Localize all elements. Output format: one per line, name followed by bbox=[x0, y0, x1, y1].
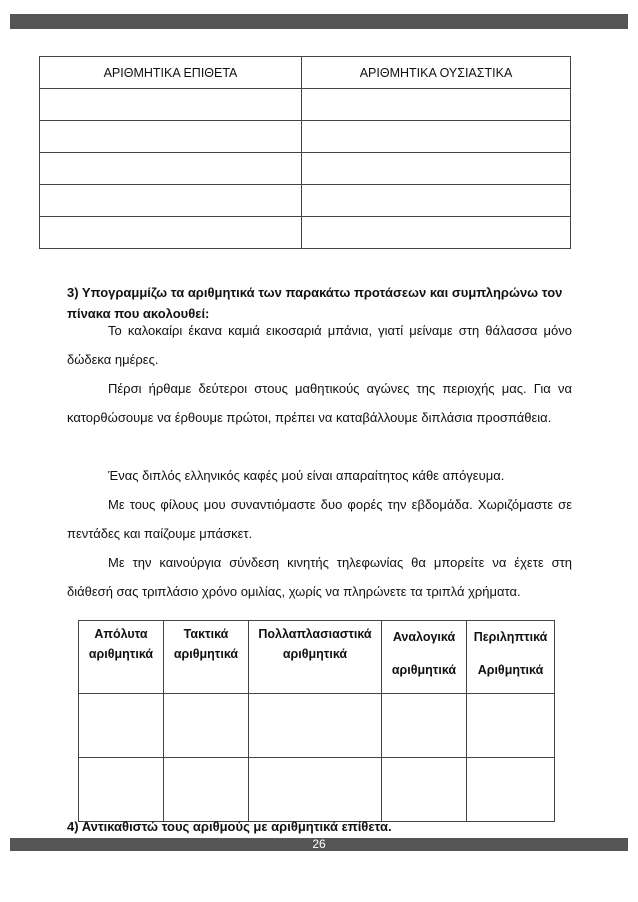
column-header-cardinal: Απόλυτα αριθμητικά bbox=[79, 621, 164, 694]
paragraph: Ένας διπλός ελληνικός καφές μού είναι απαραίτητος κάθε απόγευμα. bbox=[108, 468, 505, 483]
paragraph: Το καλοκαίρι έκανα καμιά εικοσαριά μπάνια, γιατί μείναμε στη θάλασσα μόνο δώδεκα ημέρες. bbox=[67, 323, 572, 367]
table-row bbox=[79, 694, 555, 758]
table-cell[interactable] bbox=[467, 758, 555, 822]
table-cell[interactable] bbox=[79, 694, 164, 758]
column-header-collective: Περιληπτικά Αριθμητικά bbox=[467, 621, 555, 694]
table-cell[interactable] bbox=[40, 185, 302, 217]
table-row bbox=[40, 217, 571, 249]
table-row bbox=[40, 89, 571, 121]
exercise-3-title: 3) Υπογραμμίζω τα αριθμητικά των παρακάτω προτάσεων και συμπληρώνω τον πίνακα που ακολουθεί: bbox=[67, 285, 563, 321]
column-header-ordinal: Τακτικά αριθμητικά bbox=[164, 621, 249, 694]
column-header-nouns: ΑΡΙΘΜΗΤΙΚΑ ΟΥΣΙΑΣΤΙΚΑ bbox=[302, 57, 571, 89]
table-cell[interactable] bbox=[302, 185, 571, 217]
table-cell[interactable] bbox=[302, 121, 571, 153]
table-cell[interactable] bbox=[302, 217, 571, 249]
table-cell[interactable] bbox=[40, 217, 302, 249]
table-row bbox=[79, 758, 555, 822]
page-number: 26 bbox=[312, 837, 326, 851]
paragraph: Με την καινούργια σύνδεση κινητής τηλεφωνίας θα μπορείτε να έχετε στη διάθεσή σας τριπλάσιο χρόνο ομιλίας, χωρίς να πληρώνετε τα τριπλά χρήματα. bbox=[67, 555, 572, 599]
table-cell[interactable] bbox=[40, 89, 302, 121]
table-cell[interactable] bbox=[79, 758, 164, 822]
column-header-adjectives: ΑΡΙΘΜΗΤΙΚΑ ΕΠΙΘΕΤΑ bbox=[40, 57, 302, 89]
numeral-categories-table bbox=[78, 620, 555, 822]
paragraph: Με τους φίλους μου συναντιόμαστε δυο φορές την εβδομάδα. Χωριζόμαστε σε πεντάδες και παίζουμε μπάσκετ. bbox=[67, 497, 572, 541]
table-cell[interactable] bbox=[40, 153, 302, 185]
table-cell[interactable] bbox=[40, 121, 302, 153]
header-bar bbox=[10, 14, 628, 29]
table-row bbox=[40, 185, 571, 217]
table-cell[interactable] bbox=[249, 758, 382, 822]
table-cell[interactable] bbox=[382, 694, 467, 758]
table-cell[interactable] bbox=[382, 758, 467, 822]
table-row bbox=[40, 121, 571, 153]
column-header-multiplicative: Πολλαπλασιαστικά αριθμητικά bbox=[249, 621, 382, 694]
table-cell[interactable] bbox=[249, 694, 382, 758]
table-cell[interactable] bbox=[302, 153, 571, 185]
exercise-4-title: 4) Αντικαθιστώ τους αριθμούς με αριθμητικά επίθετα. bbox=[67, 819, 392, 834]
table-cell[interactable] bbox=[467, 694, 555, 758]
table-cell[interactable] bbox=[302, 89, 571, 121]
numeral-table bbox=[39, 56, 571, 249]
table-row bbox=[40, 153, 571, 185]
table-cell[interactable] bbox=[164, 758, 249, 822]
column-header-proportional: Αναλογικά αριθμητικά bbox=[382, 621, 467, 694]
table-cell[interactable] bbox=[164, 694, 249, 758]
paragraph: Πέρσι ήρθαμε δεύτεροι στους μαθητικούς αγώνες της περιοχής μας. Για να κατορθώσουμε να έρθουμε πρώτοι, πρέπει να καταβάλλουμε διπλάσια προσπάθεια. bbox=[67, 381, 572, 425]
